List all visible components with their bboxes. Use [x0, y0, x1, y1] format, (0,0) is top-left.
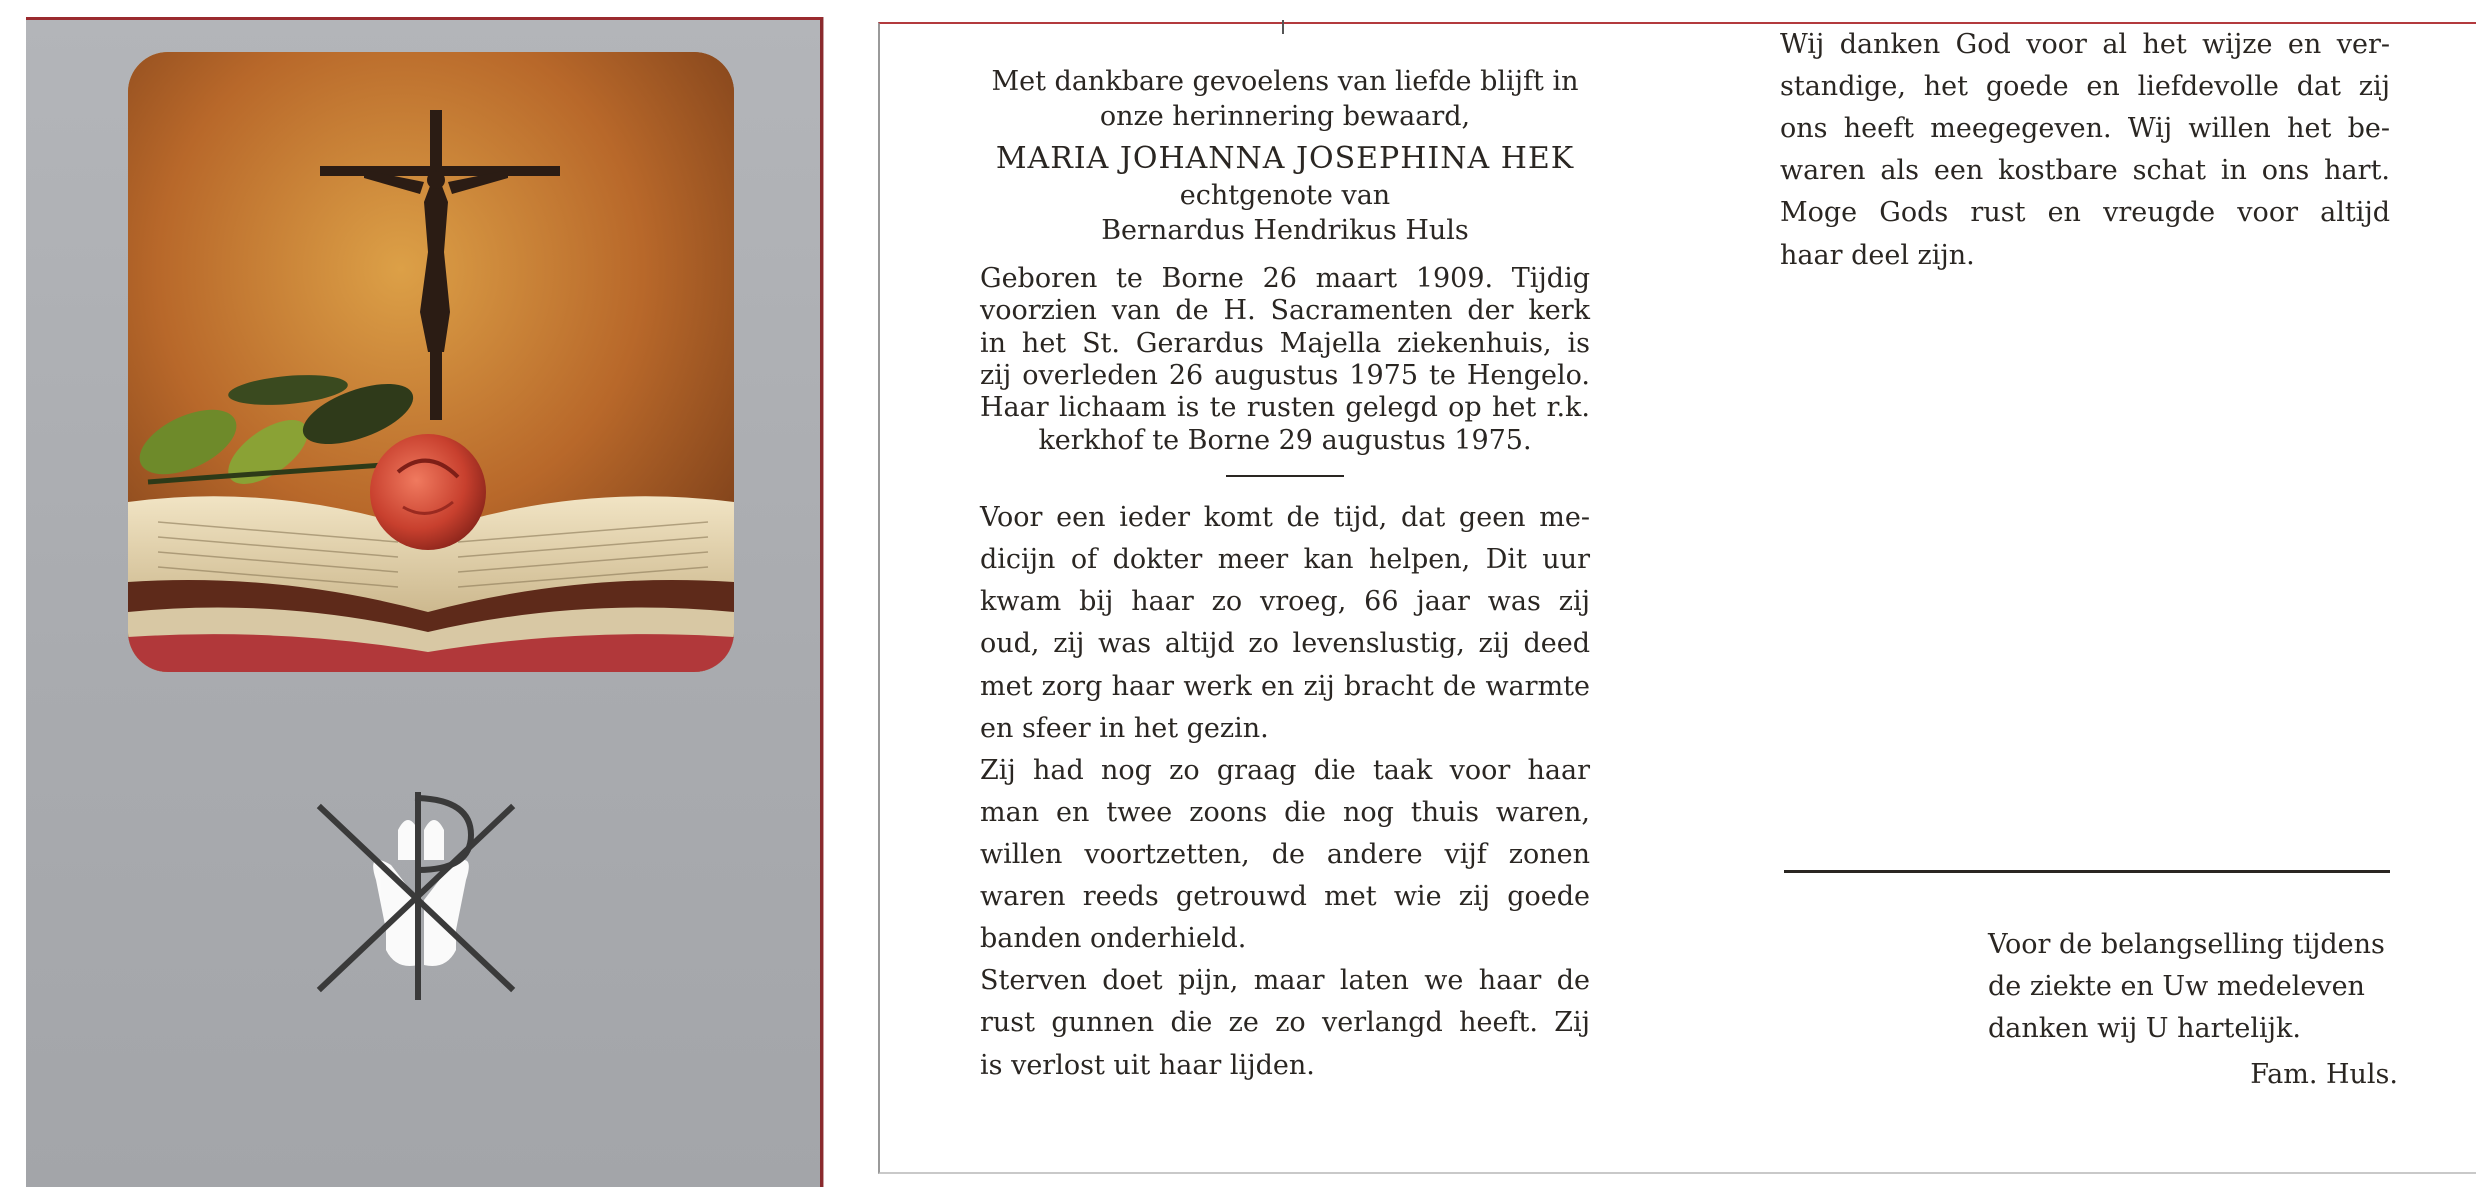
section-divider [1226, 475, 1344, 477]
poem-line: Voor een ieder komt de tijd, dat geen me- [980, 502, 1590, 534]
memorial-text-column [980, 64, 1590, 1087]
chi-rho-icon [306, 790, 536, 1000]
poem-line: met zorg haar werk en zij bracht de warmte [980, 670, 1590, 702]
prayer-line: Wij danken God voor al het wijze en ver- [1780, 29, 2390, 60]
prayer-line: waren als een kostbare schat in ons hart. [1780, 155, 2390, 187]
prayer-line: Moge Gods rust en vreugde voor altijd [1780, 197, 2390, 229]
spouse-name: Bernardus Hendrikus Huls [1101, 215, 1469, 247]
poem-line: oud, zij was altijd zo levenslustig, zij deed [980, 628, 1590, 660]
family-signature: Fam. Huls. [2250, 1059, 2398, 1091]
biography [980, 263, 1590, 457]
cover-photo-art [128, 52, 734, 672]
bio-line: Haar lichaam is te rusten gelegd op het r.k. [980, 392, 1590, 424]
prayer-column [1780, 24, 2390, 277]
thanks-divider [1784, 870, 2390, 873]
poem-line: willen voortzetten, de andere vijf zonen [980, 838, 1590, 870]
cover-photo [128, 52, 734, 672]
thanks-note [1988, 924, 2398, 1096]
bio-line: in het St. Gerardus Majella ziekenhuis, is [980, 327, 1590, 359]
bio-line: Geboren te Borne 26 maart 1909. Tijdig [980, 262, 1590, 294]
thanks-line: Voor de belangselling tijdens [1988, 929, 2385, 960]
prayer-line: ons heeft meegegeven. Wij willen het be- [1780, 113, 2390, 145]
deceased-name: MARIA JOHANNA JOSEPHINA HEK [995, 140, 1575, 176]
bio-line: zij overleden 26 augustus 1975 te Hengelo. [980, 359, 1590, 391]
poem-line: Zij had nog zo graag die taak voor haar [980, 754, 1590, 786]
poem-line: dicijn of dokter meer kan helpen, Dit uur [980, 544, 1590, 576]
spouse-prefix: echtgenote van [1179, 180, 1391, 212]
poem-line: kwam bij haar zo vroeg, 66 jaar was zij [980, 586, 1590, 618]
inside-sheet [878, 22, 2476, 1174]
poem-line: banden onderhield. [980, 923, 1247, 955]
front-card [26, 17, 823, 1187]
bio-line: voorzien van de H. Sacramenten der kerk [980, 295, 1590, 327]
rose-icon [370, 434, 486, 550]
poem-line: Sterven doet pijn, maar laten we haar de [980, 965, 1590, 997]
intro-line-1: Met dankbare gevoelens van liefde blijft in [991, 66, 1579, 97]
poem-line: man en twee zoons die nog thuis waren, [980, 796, 1590, 828]
poem-line: is verlost uit haar lijden. [980, 1049, 1315, 1081]
poem-line: waren reeds getrouwd met wie zij goede [980, 881, 1590, 913]
thanks-line: de ziekte en Uw medeleven [1988, 971, 2365, 1003]
prayer-line: haar deel zijn. [1780, 239, 1975, 271]
bio-line: kerkhof te Borne 29 augustus 1975. [1038, 424, 1532, 456]
intro-line-2: onze herinnering bewaard, [1099, 101, 1471, 133]
poem-text [980, 497, 1590, 1087]
poem-line: rust gunnen die ze zo verlangd heeft. Zij [980, 1007, 1590, 1039]
poem-line: en sfeer in het gezin. [980, 712, 1269, 744]
thanks-line: danken wij U hartelijk. [1988, 1013, 2301, 1045]
prayer-line: standige, het goede en liefdevolle dat zij [1780, 71, 2390, 103]
fold-mark [1282, 20, 1284, 34]
